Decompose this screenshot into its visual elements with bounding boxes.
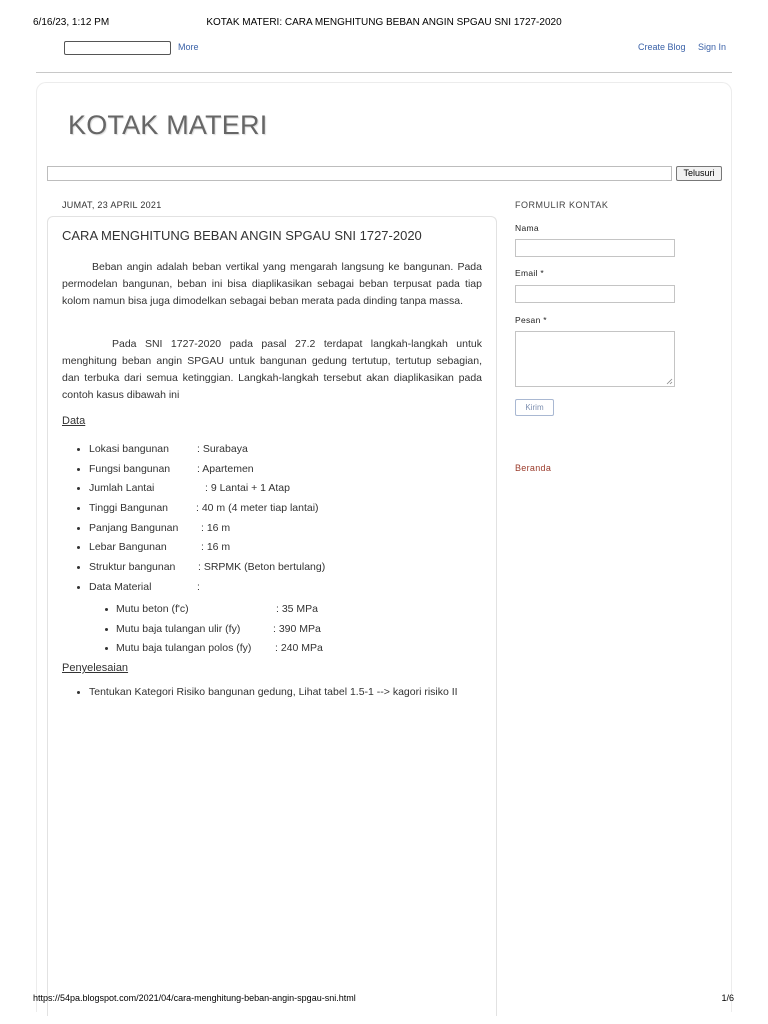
item-label: Jumlah Lantai [89,482,155,495]
list-item [62,480,482,500]
item-value: : [197,580,200,593]
item-label: Mutu baja tulangan ulir (fy) [116,622,241,635]
item-label: Fungsi bangunan [89,462,171,475]
item-label: Tinggi Bangunan [89,502,169,515]
list-item [62,559,482,579]
item-label: Struktur bangunan [89,561,176,574]
item-label: Mutu beton (f'c) [116,603,189,615]
list-item [62,621,482,641]
sign-in-link[interactable]: Sign In [698,42,727,52]
list-item [62,500,482,520]
item-value: : 40 m (4 meter tiap lantai) [196,502,319,515]
search-input[interactable] [47,166,672,181]
item-value: : 35 MPa [276,603,319,615]
name-field[interactable] [515,239,675,257]
list-item [62,579,482,599]
item-value: : Apartemen [197,462,254,475]
blog-title[interactable]: KOTAK MATERI [68,110,268,140]
blogger-navbar [0,40,768,56]
email-field[interactable] [515,285,675,303]
item-label: Panjang Bangunan [89,521,179,534]
list-item [62,539,482,559]
list-item [62,461,482,481]
message-label: Pesan * [515,315,547,325]
solution-heading: Penyelesaian [62,662,129,674]
resize-grip-icon[interactable] [666,378,673,385]
create-blog-link[interactable]: Create Blog [638,42,686,52]
post-title[interactable]: CARA MENGHITUNG BEBAN ANGIN SPGAU SNI 1727-2020 [62,228,422,243]
post-date: JUMAT, 23 APRIL 2021 [62,200,162,210]
item-value: : SRPMK (Beton bertulang) [198,561,326,574]
data-heading: Data [62,415,86,427]
submit-button[interactable]: Kirim [515,399,554,416]
blog-search [47,166,723,181]
item-label: Mutu baja tulangan polos (fy) [116,642,252,654]
material-list [62,601,482,660]
print-footer [0,993,768,1007]
home-link[interactable]: Beranda [515,463,552,473]
item-label: Lokasi bangunan [89,443,169,455]
item-value: : Surabaya [197,443,248,455]
search-button[interactable]: Telusuri [676,166,722,181]
print-title: KOTAK MATERI: CARA MENGHITUNG BEBAN ANGIN SPGAU SNI 1727-2020 [206,17,562,28]
item-value: : 16 m [201,521,231,534]
list-item [62,601,482,621]
item-label: Data Material [89,580,152,593]
list-item [62,441,482,461]
navbar-more-link[interactable]: More [178,42,199,52]
print-header [0,17,768,31]
item-value: : 16 m [201,541,231,554]
post-paragraph: Pada SNI 1727-2020 pada pasal 27.2 terdapat langkah-langkah untuk menghitung beban angin SPGAU untuk bangunan gedung tertutup, tertutup sebagian, dan terbuka dari semua ketinggian. Langkah-langkah tersebut akan diaplikasikan pada contoh kasus dibawah ini [62,338,482,401]
post-paragraph: Beban angin adalah beban vertikal yang mengarah langsung ke bangunan. Pada permodelan bangunan, beban ini bisa diaplikasikan sebagai beban terpusat pada tiap kolom namun bisa juga dimodelkan sebagai beban merata pada dinding tanpa massa. [62,261,482,307]
item-value: : 9 Lantai + 1 Atap [205,482,290,495]
email-label: Email * [515,268,545,278]
print-date: 6/16/23, 1:12 PM [33,17,110,28]
page-number: 1/6 [721,993,734,1003]
navbar-search-input[interactable] [64,41,171,55]
message-field[interactable] [515,331,675,387]
page-url: https://54pa.blogspot.com/2021/04/cara-menghitung-beban-angin-spgau-sni.html [33,993,356,1003]
list-item: Tentukan Kategori Risiko bangunan gedung, Lihat tabel 1.5-1 --> kagori risiko II [62,684,462,701]
navbar-divider [36,72,732,73]
item-value: : 390 MPa [273,622,321,635]
name-label: Nama [515,223,539,233]
list-item [62,640,482,660]
solution-list [62,684,462,701]
item-value: : 240 MPa [275,642,323,654]
data-list [62,441,482,599]
list-item [62,520,482,540]
contact-form-heading: FORMULIR KONTAK [515,200,609,210]
item-label: Lebar Bangunan [89,541,167,554]
